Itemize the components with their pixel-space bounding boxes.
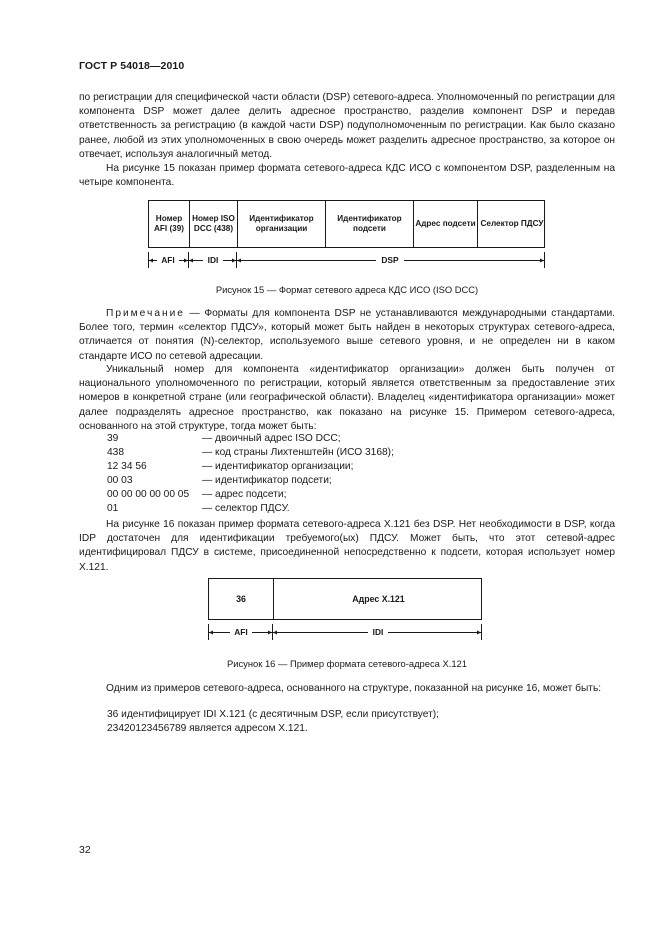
dsp-label: DSP — [376, 255, 404, 265]
subnet-id-cell: Идентификатор подсети — [325, 201, 413, 247]
afi-label: AFI — [157, 255, 179, 265]
figure-16-caption: Рисунок 16 — Пример формата сетевого-адреса X.121 — [227, 658, 467, 669]
page-number: 32 — [79, 844, 91, 856]
paragraph-figure15-intro: На рисунке 15 показан пример формата сетевого-адреса КДС ИСО с компонентом DSP, разделенным на четыре компонента. — [79, 163, 615, 189]
paragraph-organization-id: Уникальный номер для компонента «идентификатор организации» должен быть получен от национального уполномоченного по регистрации, который является ответственным за предоставление этих номеров в конкретной стране (или географической области). Владелец «идентификатора организации» может далее подразделять адресное пространство, как показано на рисунке 15. Примером сетевого-адреса, основанного на этой структуре, тогда может быть: — [79, 364, 615, 432]
pdsu-selector-cell: Селектор ПДСУ — [477, 201, 546, 247]
document-header: ГОСТ Р 54018—2010 — [79, 60, 185, 72]
x121-address-cell: Адрес X.121 — [273, 579, 483, 619]
paragraph-figure16-intro: На рисунке 16 показан пример формата сетевого-адреса X.121 без DSP. Нет необходимости в DSP, когда IDP достаточен для идентификации требуемого(ых) ПДСУ. Может быть, что этот сетевой-адрес идентифицировал ПДСУ в системе, присоединенной непосредственно к подсети, которая использует номер X.121. — [79, 519, 615, 573]
iso-dcc-cell: Номер ISO DCC (438) — [189, 201, 237, 247]
figure-15 — [148, 200, 545, 268]
figure-15-address-format — [148, 200, 545, 248]
afi-36-cell: 36 — [236, 594, 246, 604]
figure-15-caption: Рисунок 15 — Формат сетевого адреса КДС ИСО (ISO DCC) — [215, 284, 479, 295]
note — [79, 307, 615, 364]
paragraph-example-intro: Одним из примеров сетевого-адреса, основанного на структуре, показанной на рисунке 16, может быть: — [106, 683, 602, 694]
note-text: — Форматы для компонента DSP не устанавливаются международными стандартами. Более того, термин «селектор ПДСУ», который может быть найден в некоторых структурах сетевого-адреса, отличается от понятия (N)-селектор, используемого выше сетевого уровня, и не определен ни в каком стандарте ИСО по сетевой адресации. — [79, 308, 615, 362]
organization-id-cell: Идентификатор организации — [237, 201, 325, 247]
idi-label: IDI — [368, 627, 388, 637]
example-line: 36 идентифицирует IDI X.121 (с десятичным DSP, если присутствует); — [107, 709, 439, 720]
afi-label: AFI — [230, 627, 252, 637]
figure-16-address-format — [208, 578, 482, 620]
example-line: 23420123456789 является адресом X.121. — [107, 723, 308, 734]
figure-16 — [208, 578, 482, 642]
note-label: Примечание — [106, 308, 185, 319]
subnet-address-cell: Адрес подсети — [413, 201, 477, 247]
idi-label: IDI — [203, 255, 223, 265]
afi-cell: Номер AFI (39) — [153, 214, 185, 233]
paragraph-dsp-registration: по регистрации для специфической части области (DSP) сетевого-адреса. Уполномоченный по регистрации для компонента DSP может далее делить адресное пространство, разделив компонент DSP и передав ответственность за регистрацию (в каждой части DSP) подуполномоченным по регистрации. Как было сказано ранее, любой из этих уполномоченных в свою очередь может разделить адресное пространство, за которое он отвечает, используя аналогичный метод. — [79, 92, 615, 160]
